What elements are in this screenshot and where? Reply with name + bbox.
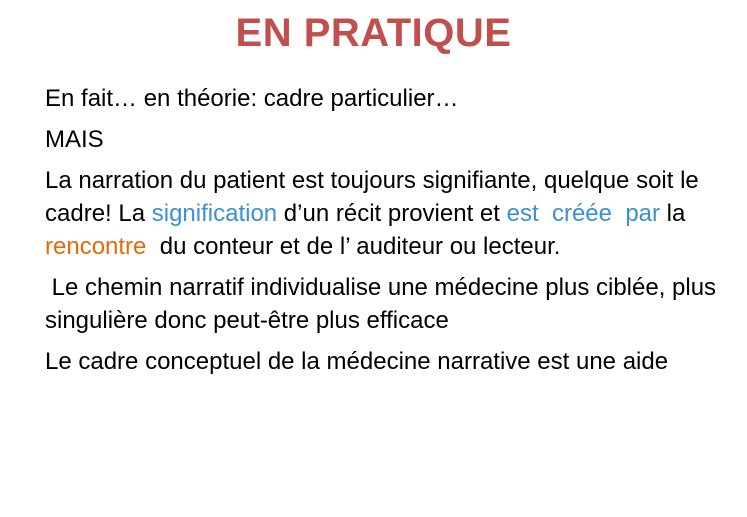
highlight-rencontre: rencontre bbox=[45, 233, 147, 260]
paragraph-4: Le chemin narratif individualise une médecine plus ciblée, plus singulière donc peut-être plus efficace bbox=[45, 274, 723, 334]
paragraph-5: Le cadre conceptuel de la médecine narrative est une aide bbox=[45, 348, 669, 375]
paragraph-3-text-2: d’un récit provient et bbox=[277, 200, 507, 227]
paragraph-1: En fait… en théorie: cadre particulier… bbox=[45, 85, 459, 112]
highlight-signification: signification bbox=[151, 200, 278, 227]
paragraph-3-text-1: La narration du patient est toujours signifiante, quelque soit le cadre! La bbox=[45, 167, 706, 227]
paragraph-3-text-3: la bbox=[660, 200, 693, 227]
slide-title: EN PRATIQUE bbox=[235, 11, 512, 55]
paragraph-3 bbox=[45, 164, 735, 263]
slide-body bbox=[45, 82, 735, 386]
paragraph-3-text-4: du conteur et de l’ auditeur ou lecteur. bbox=[146, 233, 561, 260]
paragraph-2: MAIS bbox=[45, 126, 104, 153]
highlight-est-creee-par: est créée par bbox=[506, 200, 661, 227]
